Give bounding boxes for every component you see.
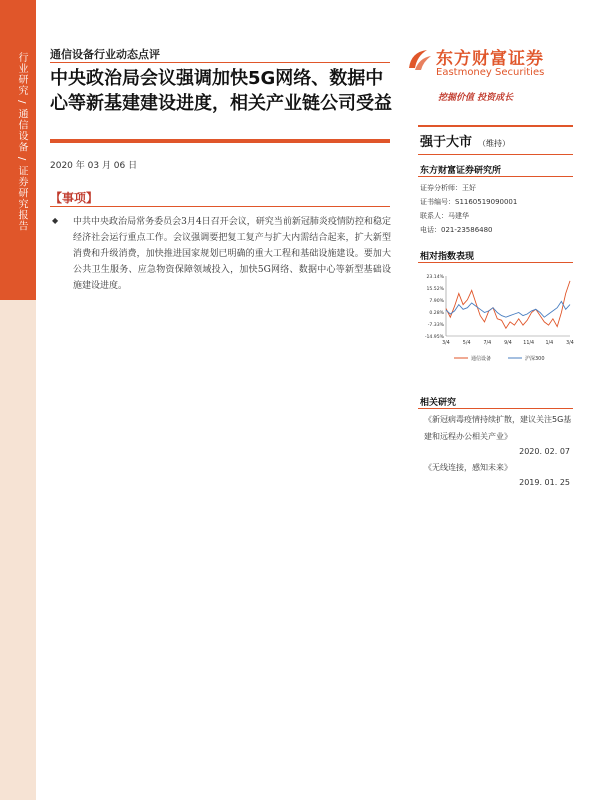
divider <box>50 62 390 63</box>
rating <box>420 131 510 150</box>
y-tick-label: 7.90% <box>429 299 444 304</box>
y-tick-label: 23.14% <box>426 275 444 280</box>
related-heading: 相关研究 <box>420 398 457 408</box>
related-item: 《无线连接，感知未来》 <box>424 463 512 472</box>
divider <box>418 154 573 155</box>
phone: 电话：021-23586480 <box>420 226 493 234</box>
divider <box>418 125 573 127</box>
y-tick-label: -7.33% <box>427 323 444 328</box>
brand-name-cn: 东方财富证券 <box>436 49 544 69</box>
y-tick-label: 0.28% <box>429 311 444 316</box>
x-tick-label: 11/4 <box>523 341 535 346</box>
divider <box>418 176 573 177</box>
series-line <box>446 301 570 317</box>
x-tick-label: 1/4 <box>545 341 554 346</box>
divider <box>50 206 390 207</box>
y-tick-label: 15.52% <box>426 287 444 292</box>
page-title: 中央政治局会议强调加快5G网络、数据中心等新基建建设进度，相关产业链公司受益 <box>50 68 392 114</box>
x-tick-label: 3/4 <box>566 341 574 346</box>
related-date: 2020. 02. 07 <box>519 447 570 456</box>
analyst: 证券分析师：王好 <box>420 184 476 192</box>
rating-note: （维持） <box>478 139 511 148</box>
relative-index-chart <box>418 270 576 370</box>
bullet-icon: ◆ <box>52 216 59 225</box>
title-divider <box>50 139 390 143</box>
x-tick-label: 5/4 <box>462 341 471 346</box>
related-item: 《新冠病毒疫情持续扩散，建议关注5G基建和远程办公相关产业》 <box>424 415 572 441</box>
x-tick-label: 3/4 <box>442 341 450 346</box>
x-tick-label: 7/4 <box>483 341 492 346</box>
legend-label: 通信设备 <box>471 356 492 362</box>
contact: 联系人：马建华 <box>420 212 469 220</box>
institute-name: 东方财富证券研究所 <box>420 166 502 176</box>
brand-slogan: 挖掘价值 投资成长 <box>438 93 514 103</box>
x-tick-label: 9/4 <box>504 341 512 346</box>
rating-label: 强于大市 <box>420 135 473 150</box>
report-date: 2020 年 03 月 06 日 <box>50 161 138 171</box>
series-line <box>446 281 570 328</box>
brand-name-en: Eastmoney Securities <box>436 67 545 78</box>
related-date: 2019. 01. 25 <box>519 478 570 487</box>
legend-label: 沪深300 <box>525 356 545 362</box>
section-heading: 【事项】 <box>50 191 99 205</box>
chart-heading: 相对指数表现 <box>420 252 475 262</box>
divider <box>418 262 573 263</box>
report-type: 通信设备行业动态点评 <box>50 48 160 61</box>
divider <box>418 408 573 409</box>
cert-number: 证书编号：S1160519090001 <box>420 198 518 206</box>
body-paragraph: 中共中央政治局常务委员会3月4日召开会议，研究当前新冠肺炎疫情防控和稳定经济社会运行重点工作。会议强调要把复工复产与扩大内需结合起来，扩大新型消费和升级消费，加快推进国家规划已明确的重大工程和基础设施建设。要加大公共卫生服务、应急物资保障领域投入，加快5G网络、数据中心等新型基础设施建设进度。 <box>73 217 391 291</box>
y-tick-label: -14.95% <box>424 335 444 340</box>
sidebar-category-text: 行业研究 / 通信设备 / 证券研究报告 <box>16 52 27 232</box>
eastmoney-logo-icon <box>405 46 433 74</box>
